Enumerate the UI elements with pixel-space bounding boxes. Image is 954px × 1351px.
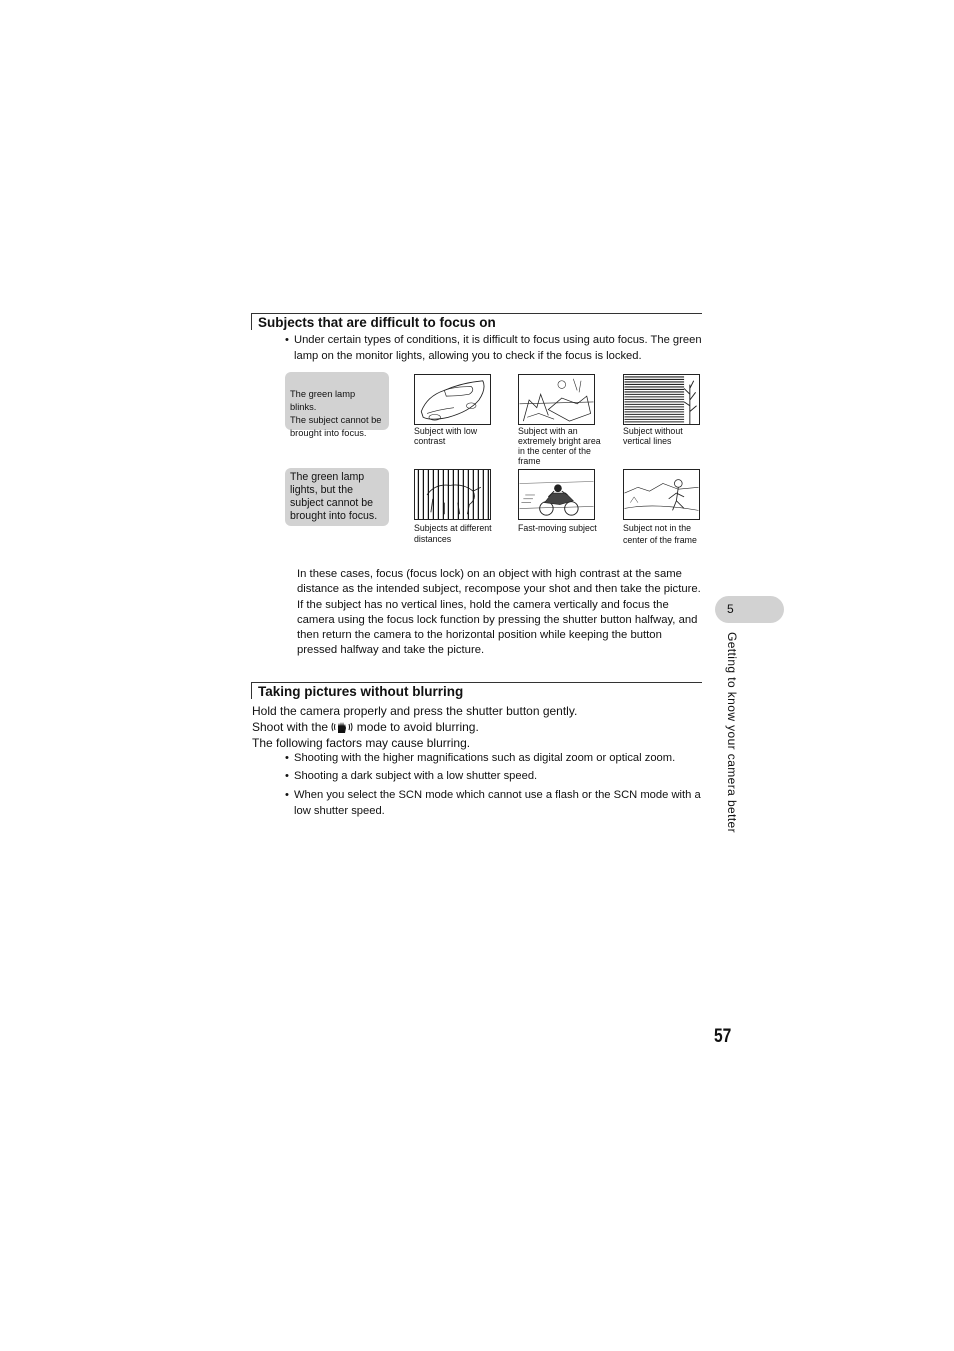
different-distances-illustration (414, 469, 491, 520)
bullet-text: Shooting with the higher magnifications such as digital zoom or optical zoom. (294, 752, 676, 764)
factors-text: The following factors may cause blurring. (252, 736, 471, 750)
bullet-dot: • (285, 770, 289, 782)
hold-camera-text: Hold the camera properly and press the shutter button gently. (252, 704, 578, 718)
shoot-mode-text-before: Shoot with the (252, 720, 329, 734)
lamp-blinks-text: The green lamp blinks. The subject cannot be brought into focus. (290, 389, 382, 438)
chapter-number: 5 (727, 602, 734, 616)
bullet-dot: • (285, 334, 289, 346)
chapter-tab (715, 596, 784, 623)
bullet-text: When you select the SCN mode which cannot use a flash or the SCN mode with a low shutter speed. (294, 789, 701, 817)
section-heading-difficult-focus (251, 313, 702, 330)
off-center-subject-illustration (623, 469, 700, 520)
caption-no-vertical-lines: Subject without vertical lines (623, 426, 683, 446)
section-title: Taking pictures without blurring (258, 684, 464, 699)
caption-not-centered: Subject not in the center of the frame (623, 523, 697, 545)
section-title: Subjects that are difficult to focus on (258, 315, 496, 330)
bullet-dot: • (285, 752, 289, 764)
low-contrast-car-illustration (414, 374, 491, 425)
bullet-text: Shooting a dark subject with a low shutter speed. (294, 770, 538, 782)
lamp-lights-text: The green lamp lights, but the subject cannot be brought into focus. (290, 471, 378, 522)
bullet-dot: • (285, 789, 289, 801)
caption-different-distances: Subjects at different distances (414, 523, 492, 544)
chapter-title-vertical: Getting to know your camera better (725, 632, 739, 834)
caption-low-contrast: Subject with low contrast (414, 426, 478, 446)
section-heading-no-blur (251, 682, 702, 699)
anti-shake-icon (331, 720, 353, 734)
bullet-text: Under certain types of conditions, it is difficult to focus using auto focus. The green lamp on the monitor lights, allowing you to check if the focus is locked. (294, 334, 702, 362)
shoot-mode-text-after: mode to avoid blurring. (356, 720, 479, 734)
lamp-lights-label (285, 468, 389, 526)
horizontal-lines-illustration (623, 374, 700, 425)
focus-lock-paragraph: In these cases, focus (focus lock) on an object with high contrast at the same distance as the intended subject, recompose your shot and then take the picture. If the subject has no vertical lines, hold the camera vertically and focus the camera using the focus lock function by pressing the shutter button halfway, and then return the camera to the horizontal position while keeping the button pressed halfway and take the picture. (297, 568, 701, 657)
bright-center-scene-illustration (518, 374, 595, 425)
page-number: 57 (714, 1026, 732, 1047)
caption-fast-moving: Fast-moving subject (518, 523, 597, 533)
caption-bright-area: Subject with an extremely bright area in the center of the frame (518, 426, 601, 466)
motorcycle-illustration (518, 469, 595, 520)
shoot-mode-line (252, 719, 479, 735)
lamp-blinks-label (285, 372, 389, 438)
